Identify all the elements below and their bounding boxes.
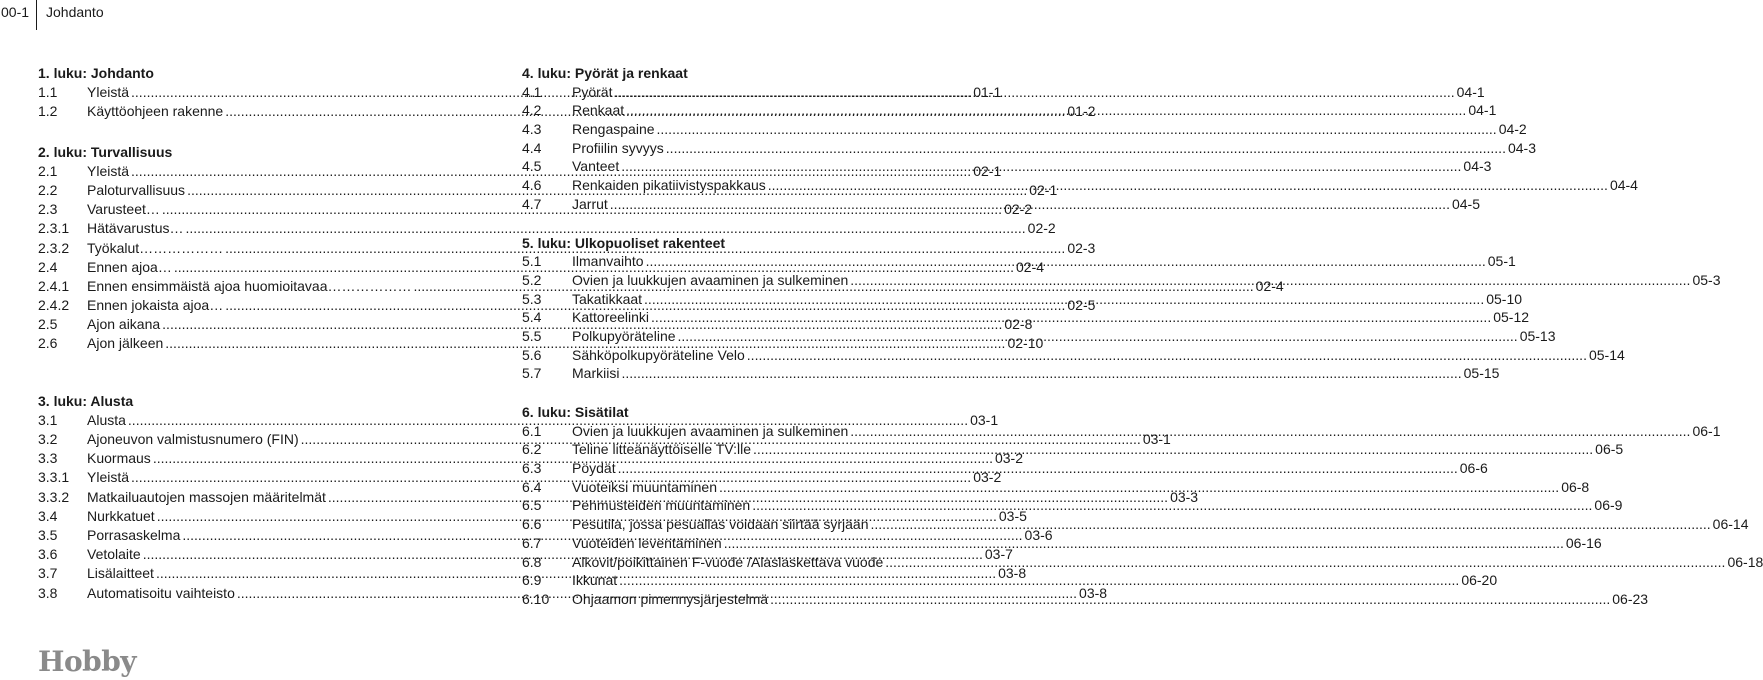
entry-number: 4.1 [522,83,542,100]
entry-number: 2.4.1 [38,277,70,294]
entry-number: 2.1 [38,162,58,179]
entry-page: 05-12 [1493,309,1530,326]
entry-title: Renkaat [572,102,625,119]
entry-page: 02-4 [1016,258,1045,275]
dot-leader [885,553,1725,572]
entry-number: 4.7 [522,195,542,212]
toc-entry[interactable] [522,120,1527,139]
entry-page: 05-15 [1463,365,1500,382]
entry-number: 2.3 [38,201,58,218]
dot-leader [614,83,1454,102]
entry-page: 04-4 [1609,177,1638,194]
entry-number: 4.4 [522,139,542,156]
entry-title: Nurkkatuet [87,507,155,524]
entry-number: 3.8 [38,584,58,601]
chapter-heading[interactable]: 6. luku: Sisätilat [522,404,629,420]
entry-number: 6.3 [522,460,542,477]
entry-title: Lisälaitteet [87,565,154,582]
hobby-logo: Hobby [38,645,137,678]
entry-page: 05-14 [1588,346,1625,363]
dot-leader [753,440,1593,459]
entry-title: Ovien ja luukkujen avaaminen ja sulkeminen [572,271,849,288]
dot-leader [850,422,1690,441]
entry-title: Yleistä [87,162,130,179]
toc-entry[interactable] [38,219,1056,238]
entry-number: 6.1 [522,422,542,439]
entry-title: Sähköpolkupyöräteline Velo [572,346,745,363]
entry-number: 4.6 [522,177,542,194]
entry-page: 06-5 [1595,441,1624,458]
entry-title: Takatikkaat [572,290,643,307]
entry-title: Yleistä [87,84,130,101]
entry-page: 06-14 [1712,516,1749,533]
dot-leader [619,571,1459,590]
entry-number: 3.3 [38,450,58,467]
dot-leader [747,346,1587,365]
entry-page: 04-3 [1507,139,1536,156]
entry-number: 3.6 [38,546,58,563]
entry-number: 6.2 [522,441,542,458]
entry-page: 04-3 [1463,158,1492,175]
toc-entry[interactable] [522,346,1625,365]
entry-title: Ajon aikana [87,316,161,333]
entry-number: 2.4 [38,258,58,275]
chapter-heading[interactable]: 5. luku: Ulkopuoliset rakenteet [522,234,726,251]
entry-title: Hätävarustus… [87,220,184,237]
entry-page: 03-2 [994,450,1024,467]
entry-title: Ennen ensimmäistä ajoa huomioitavaa……………… [87,277,412,294]
dot-leader [678,327,1518,346]
entry-title: Yleistä [87,469,130,486]
entry-page: 02-10 [1007,335,1044,352]
entry-page: 04-2 [1498,121,1527,138]
entry-number: 6.7 [522,534,542,551]
entry-title: Alusta [87,411,126,428]
entry-title: Työkalut……………… [87,239,224,256]
entry-number: 2.6 [38,335,58,352]
entry-number: 6.10 [522,590,550,607]
entry-title: Kuormaus [87,450,151,467]
entry-number: 6.4 [522,478,542,495]
entry-page: 03-8 [1079,584,1108,601]
dot-leader [850,271,1690,290]
entry-number: 3.7 [38,565,58,582]
dot-leader [618,459,1458,478]
entry-number: 1.1 [38,84,58,101]
entry-title: Ajoneuvon valmistusnumero (FIN) [87,431,299,447]
entry-page: 06-1 [1692,422,1721,439]
entry-title: Paloturvallisuus [87,181,186,198]
entry-title: Polkupyöräteline [572,327,676,344]
dot-leader [752,496,1592,515]
entry-page: 04-5 [1451,195,1480,212]
entry-page: 06-18 [1727,553,1763,570]
dot-leader [724,534,1564,553]
toc-entry[interactable] [522,364,1500,383]
entry-number: 2.5 [38,316,58,333]
dot-leader [871,515,1711,534]
entry-page: 03-5 [998,507,1027,524]
entry-page: 03-2 [973,469,1002,486]
entry-title: Pyörät [572,83,613,100]
entry-page: 02-8 [1004,316,1033,333]
entry-title: Teline litteänäyttöiselle TV:lle [572,441,751,458]
entry-title: Ikkunat [572,572,618,589]
entry-title: Vuoteiksi muuntaminen [572,478,718,495]
dot-leader [666,139,1506,158]
entry-number: 6.9 [522,572,542,589]
entry-page: 04-1 [1468,102,1497,119]
chapter-heading[interactable]: 3. luku: Alusta [38,392,134,409]
entry-title: Pesutila, jossa pesuallas voidaan siirtää syrjään [572,516,869,533]
entry-title: Alkovit/poikittainen F-vuode /Alaslaskettava vuode [572,553,884,570]
dot-leader [651,308,1491,327]
entry-number: 2.3.2 [38,239,70,256]
entry-title: Ovien ja luukkujen avaaminen ja sulkeminen [572,422,849,439]
entry-number: 6.6 [522,516,542,533]
entry-number: 2.4.2 [38,297,70,314]
entry-number: 3.3.2 [38,488,70,505]
entry-number: 1.2 [38,103,58,120]
dot-leader [621,364,1461,383]
entry-number: 3.3.1 [38,469,70,486]
entry-number: 2.2 [38,181,58,198]
entry-number: 4.5 [522,158,542,175]
entry-page: 02-3 [1067,239,1096,256]
entry-title: Vuoteiden leventäminen [572,534,722,551]
chapter-heading[interactable]: 4. luku: Pyörät ja renkaat [522,65,688,81]
dot-leader [644,290,1484,309]
entry-number: 5.5 [522,327,542,344]
entry-page: 06-23 [1612,590,1649,607]
entry-page: 03-7 [984,546,1013,563]
entry-page: 02-1 [973,162,1002,179]
entry-number: 4.3 [522,121,542,138]
entry-title: Käyttöohjeen rakenne [87,103,224,120]
entry-page: 01-1 [973,84,1002,101]
entry-title: Kattoreelinki [572,309,650,326]
entry-page: 01-2 [1067,103,1096,120]
entry-page: 05-1 [1487,253,1516,270]
entry-page: 03-8 [998,565,1027,582]
page-header [0,0,959,30]
entry-title: Porrasaskelma [87,526,181,543]
chapter-heading[interactable]: 2. luku: Turvallisuus [38,143,173,160]
entry-number: 3.5 [38,526,58,543]
entry-title: Vanteet [572,158,620,175]
entry-number: 2.3.1 [38,220,70,237]
header-divider [36,0,37,30]
dot-leader [646,252,1486,271]
entry-number: 5.4 [522,309,542,326]
entry-page: 03-1 [970,411,999,428]
entry-title: Pehmusteiden muuntaminen [572,497,751,514]
entry-page: 06-9 [1594,497,1623,514]
entry-title: Varusteet… [87,201,160,218]
entry-page: 02-2 [1004,201,1033,218]
entry-page: 02-1 [1029,181,1058,198]
entry-page: 03-6 [1024,526,1053,543]
entry-title: Markiisi [572,365,620,382]
entry-number: 5.6 [522,346,542,363]
entry-page: 06-8 [1561,478,1590,495]
entry-number: 3.1 [38,411,58,428]
entry-number: 4.2 [522,102,542,119]
header-title: Johdanto [46,4,104,20]
entry-number: 6.5 [522,497,542,514]
entry-page: 06-6 [1459,460,1488,477]
entry-title: Rengaspaine [572,121,655,138]
entry-page: 02-4 [1255,277,1284,294]
page-number: 00-1 [1,4,30,20]
entry-title: Ilmanvaihto [572,253,644,270]
entry-title: Ennen jokaista ajoa… [87,297,224,314]
entry-number: 3.4 [38,507,58,524]
dot-leader [610,195,1450,214]
entry-number: 6.8 [522,553,542,570]
entry-page: 05-13 [1519,327,1556,344]
entry-title: Jarrut [572,195,608,212]
entry-page: 02-2 [1027,220,1056,237]
entry-title: Automatisoitu vaihteisto [87,584,235,601]
entry-number: 5.7 [522,365,542,382]
entry-page: 05-10 [1486,290,1523,307]
entry-page: 06-16 [1565,534,1602,551]
entry-title: Ennen ajoa… [87,258,172,275]
toc-entry[interactable] [522,139,1536,158]
entry-number: 5.3 [522,290,542,307]
entry-title: Profiilin syvyys [572,139,664,156]
entry-title: Vetolaite [87,546,141,563]
chapter-heading[interactable]: 1. luku: Johdanto [38,65,154,81]
entry-page: 02-5 [1067,297,1096,314]
entry-page: 04-1 [1456,83,1485,100]
dot-leader [719,478,1559,497]
entry-number: 5.2 [522,271,542,288]
dot-leader [626,101,1466,120]
entry-title: Ajon jälkeen [87,335,164,352]
dot-leader [657,120,1497,139]
entry-page: 06-20 [1461,572,1498,589]
entry-title: Matkailuautojen massojen määritelmät [87,488,326,505]
entry-title: Ohjaamon pimennysjärjestelmä [572,590,769,607]
entry-number: 3.2 [38,431,58,447]
entry-title: Pöydät [572,460,616,477]
dot-leader [621,157,1461,176]
dot-leader [768,176,1608,195]
entry-page: 03-1 [1142,431,1171,447]
entry-page: 03-3 [1170,488,1199,505]
dot-leader [770,590,1610,609]
entry-title: Renkaiden pikatiivistyspakkaus [572,177,766,194]
entry-number: 5.1 [522,253,542,270]
entry-page: 05-3 [1692,271,1721,288]
